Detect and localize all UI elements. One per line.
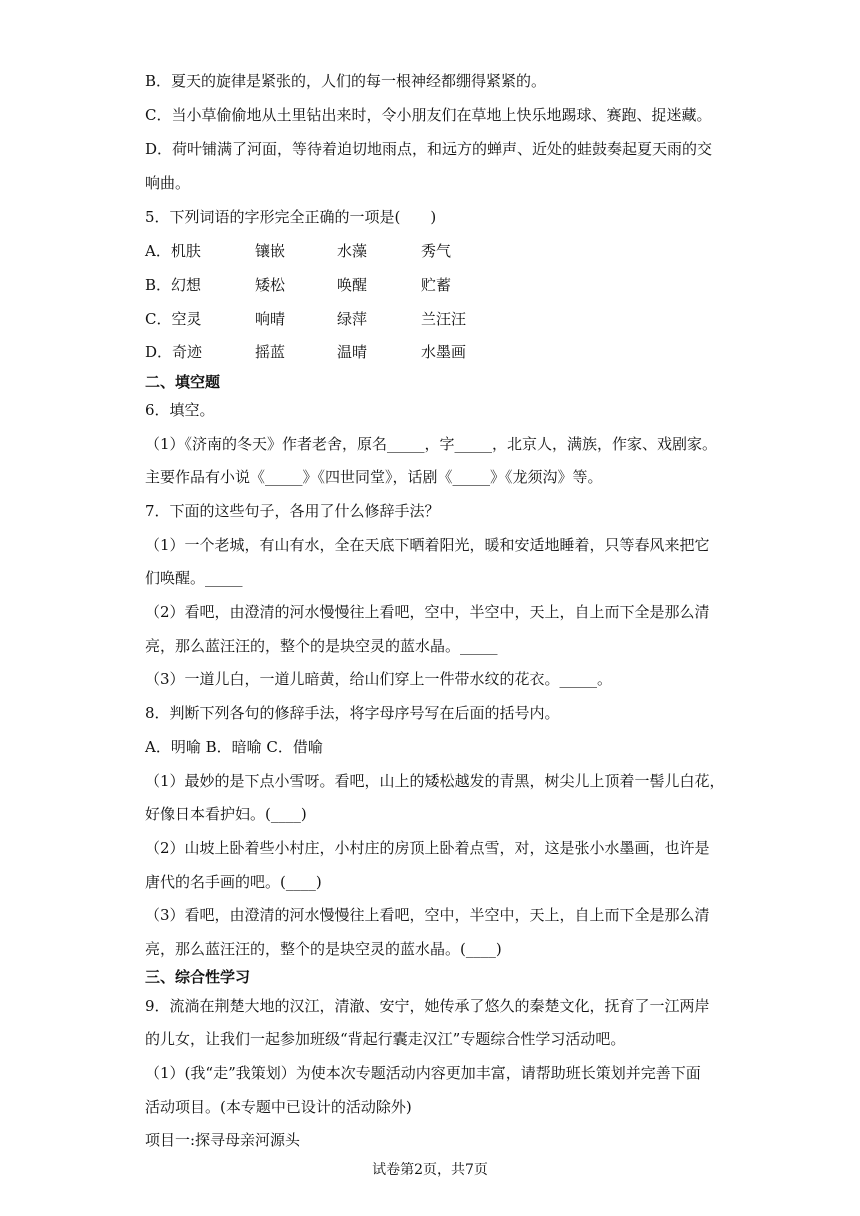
q5-word: 兰汪汪: [421, 310, 467, 328]
page-footer: 试卷第2页，共7页: [372, 1162, 488, 1178]
q6-line1: （1）《济南的冬天》作者老舍，原名_____，字_____，北京人，满族，作家、戏剧家。: [145, 435, 718, 453]
q9-line1: 9．流淌在荆楚大地的汉江，清澈、安宁，她传承了悠久的秦楚文化，抚育了一江两岸: [145, 997, 710, 1015]
q7-s2-line2: 亮，那么蓝汪汪的，整个的是块空灵的蓝水晶。_____: [145, 637, 498, 655]
q8-s2-line1: （2）山坡上卧着些小村庄，小村庄的房顶上卧着点雪，对，这是张小水墨画，也许是: [145, 839, 710, 857]
q8-s1-line1: （1）最妙的是下点小雪呀。看吧，山上的矮松越发的青黑，树尖儿上顶着一髻儿白花，: [145, 772, 725, 790]
q5-word: 镶嵌: [255, 242, 286, 260]
q8-s1-line2: 好像日本看护妇。(____): [145, 805, 307, 823]
q6-line2: 主要作品有小说《_____》《四世同堂》，话剧《_____》《龙须沟》等。: [145, 468, 603, 486]
q5-word: 响晴: [255, 310, 286, 328]
q8-options: A．明喻 B．暗喻 C．借喻: [145, 738, 323, 756]
q8-s3-line2: 亮，那么蓝汪汪的，整个的是块空灵的蓝水晶。(____): [145, 940, 502, 958]
q8-s2-line2: 唐代的名手画的吧。(____): [145, 873, 322, 891]
q4-option-d-line1: D．荷叶铺满了河面，等待着迫切地雨点，和远方的蝉声、近处的蛙鼓奏起夏天雨的交: [145, 140, 713, 158]
q5-word: 贮蓄: [421, 276, 452, 294]
q5-word: 唤醒: [337, 276, 368, 294]
q8-stem: 8．判断下列各句的修辞手法，将字母序号写在后面的括号内。: [145, 704, 560, 722]
q5-word: 摇蓝: [255, 343, 286, 361]
q7-s1-line2: 们唤醒。_____: [145, 569, 243, 587]
q6-stem: 6．填空。: [145, 401, 215, 419]
q4-option-c: C．当小草偷偷地从土里钻出来时，令小朋友们在草地上快乐地踢球、赛跑、捉迷藏。: [145, 106, 712, 124]
q7-s1-line1: （1）一个老城，有山有水，全在天底下晒着阳光，暖和安适地睡着，只等春风来把它: [145, 536, 710, 554]
q9-line3: （1）(我“走”我策划）为使本次专题活动内容更加丰富，请帮助班长策划并完善下面: [145, 1064, 701, 1082]
q5-word: C．空灵: [145, 310, 202, 328]
q4-option-d-line2: 响曲。: [145, 174, 191, 192]
q5-word: 绿萍: [337, 310, 368, 328]
q9-line2: 的儿女，让我们一起参加班级“背起行囊走汉江”专题综合性学习活动吧。: [145, 1030, 626, 1048]
section-heading: 二、填空题: [145, 373, 221, 391]
q5-word: 温晴: [337, 343, 368, 361]
q5-word: D．奇迹: [145, 343, 203, 361]
q9-line5: 项目一:探寻母亲河源头: [145, 1131, 301, 1149]
q5-stem: 5．下列词语的字形完全正确的一项是( ): [145, 208, 437, 226]
q5-word: 水墨画: [421, 343, 467, 361]
section-heading: 三、综合性学习: [145, 968, 251, 986]
q5-word: 水藻: [337, 242, 368, 260]
q5-word: A．机肤: [145, 242, 201, 260]
q8-s3-line1: （3）看吧，由澄清的河水慢慢往上看吧，空中，半空中，天上，自上而下全是那么清: [145, 906, 710, 924]
q5-word: B．幻想: [145, 276, 202, 294]
q5-word: 矮松: [255, 276, 286, 294]
q4-option-b: B．夏天的旋律是紧张的，人们的每一根神经都绷得紧紧的。: [145, 72, 547, 90]
q5-word: 秀气: [421, 242, 452, 260]
q7-stem: 7．下面的这些句子，各用了什么修辞手法？: [145, 502, 440, 520]
q9-line4: 活动项目。(本专题中已设计的活动除外): [145, 1098, 412, 1116]
q7-s2-line1: （2）看吧，由澄清的河水慢慢往上看吧，空中，半空中，天上，自上而下全是那么清: [145, 603, 710, 621]
q7-s3: （3）一道儿白，一道儿暗黄，给山们穿上一件带水纹的花衣。_____。: [145, 670, 613, 688]
